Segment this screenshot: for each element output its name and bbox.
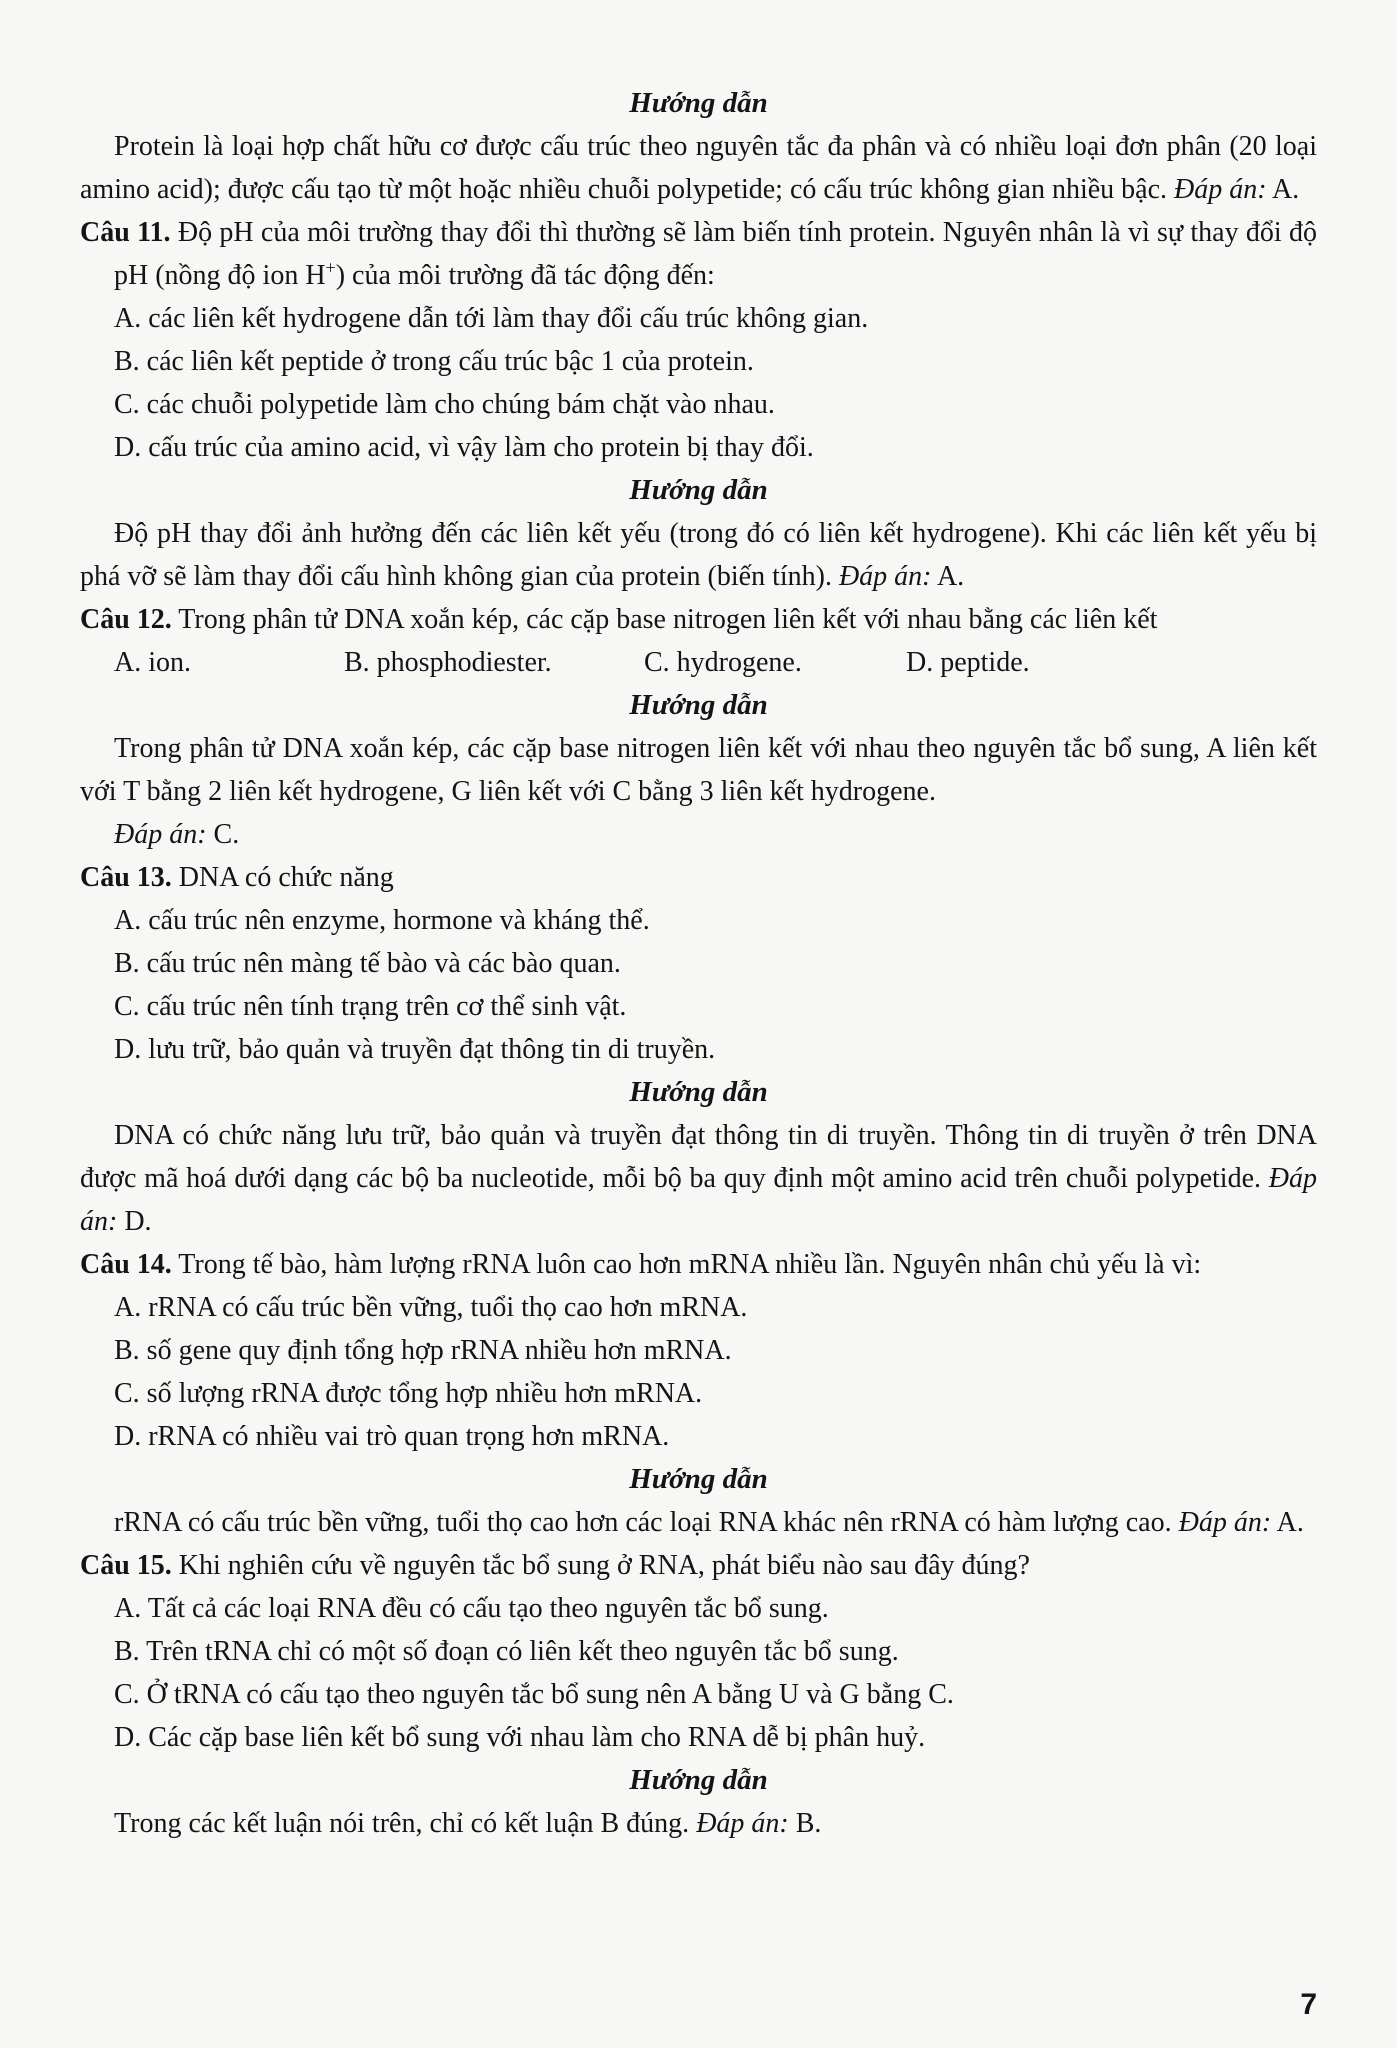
question-number: Câu 13. [80,862,172,893]
option-d: D. rRNA có nhiều vai trò quan trọng hơn mRNA. [114,1421,670,1452]
guide-paragraph [80,1501,1317,1544]
question-11 [80,211,1317,297]
option-b: B. phosphodiester. [344,647,552,678]
options-row [80,641,1317,684]
page-number: 7 [1300,1988,1317,2021]
option-d: D. lưu trữ, bảo quản và truyền đạt thông tin di truyền. [114,1034,716,1065]
option-d: D. cấu trúc của amino acid, vì vậy làm cho protein bị thay đổi. [114,432,814,463]
guide-heading: Hướng dẫn [629,474,768,506]
guide-heading: Hướng dẫn [629,1076,768,1108]
answer-value: A. [1266,174,1300,205]
superscript: + [325,257,336,278]
question-number: Câu 11. [80,217,171,248]
guide-text: Độ pH thay đổi ảnh hưởng đến các liên kết yếu (trong đó có liên kết hydrogene). Khi các liên kết yếu bị phá vỡ sẽ làm thay đổi cấu hình không gian của protein (biến tính). [80,518,1317,592]
option-a: A. Tất cả các loại RNA đều có cấu tạo theo nguyên tắc bổ sung. [114,1593,829,1624]
answer-line [80,813,1317,856]
option-a: A. rRNA có cấu trúc bền vững, tuổi thọ cao hơn mRNA. [114,1292,748,1323]
answer-label: Đáp án: [838,561,932,592]
question-12 [80,598,1317,641]
question-number: Câu 12. [80,604,172,635]
question-15 [80,1544,1317,1587]
question-text: DNA có chức năng [171,862,394,893]
answer-label: Đáp án: [114,819,207,850]
guide-paragraph [80,512,1317,598]
option-d: D. Các cặp base liên kết bổ sung với nhau làm cho RNA dễ bị phân huỷ. [114,1722,926,1753]
option-b: B. cấu trúc nên màng tế bào và các bào quan. [114,948,621,979]
guide-heading: Hướng dẫn [629,87,768,119]
content [80,82,1317,1845]
answer-value: A. [1271,1507,1304,1538]
guide-heading: Hướng dẫn [629,1764,768,1796]
question-text: Trong tế bào, hàm lượng rRNA luôn cao hơn mRNA nhiều lần. Nguyên nhân chủ yếu là vì: [171,1249,1202,1280]
question-text: Độ pH của môi trường thay đổi thì thường sẽ làm biến tính protein. Nguyên nhân là vì sự thay đổi độ pH (nồng độ ion H [114,217,1317,291]
option-c: C. cấu trúc nên tính trạng trên cơ thể sinh vật. [114,991,627,1022]
answer-value: C. [206,819,240,850]
question-number: Câu 14. [80,1249,172,1280]
question-text: Khi nghiên cứu về nguyên tắc bổ sung ở RNA, phát biểu nào sau đây đúng? [171,1550,1030,1581]
question-14 [80,1243,1317,1286]
answer-value: A. [931,561,965,592]
question-text: Trong phân tử DNA xoắn kép, các cặp base nitrogen liên kết với nhau bằng các liên kết [171,604,1158,635]
guide-paragraph [80,1114,1317,1243]
option-a: A. các liên kết hydrogene dẫn tới làm thay đổi cấu trúc không gian. [114,303,869,334]
question-number: Câu 15. [80,1550,172,1581]
option-b: B. Trên tRNA chỉ có một số đoạn có liên kết theo nguyên tắc bổ sung. [114,1636,899,1667]
option-b: B. các liên kết peptide ở trong cấu trúc bậc 1 của protein. [114,346,754,377]
answer-label: Đáp án: [1174,174,1267,205]
question-13 [80,856,1317,899]
guide-paragraph [80,125,1317,211]
guide-text: DNA có chức năng lưu trữ, bảo quản và truyền đạt thông tin di truyền. Thông tin di truyền ở trên DNA được mã hoá dưới dạng các bộ ba nucleotide, mỗi bộ ba quy định một amino acid trên chuỗi polypetide. [80,1120,1317,1194]
guide-paragraph: Trong phân tử DNA xoắn kép, các cặp base nitrogen liên kết với nhau theo nguyên tắc bổ sung, A liên kết với T bằng 2 liên kết hydrogene, G liên kết với C bằng 3 liên kết hydrogene. [80,733,1317,807]
guide-heading: Hướng dẫn [629,689,768,721]
answer-label: Đáp án: [696,1808,789,1839]
guide-heading: Hướng dẫn [629,1463,768,1495]
answer-label: Đáp án: [1178,1507,1272,1538]
option-c: C. Ở tRNA có cấu tạo theo nguyên tắc bổ sung nên A bằng U và G bằng C. [114,1679,954,1710]
guide-text: rRNA có cấu trúc bền vững, tuổi thọ cao hơn các loại RNA khác nên rRNA có hàm lượng cao. [114,1507,1172,1538]
guide-text: Protein là loại hợp chất hữu cơ được cấu trúc theo nguyên tắc đa phân và có nhiều loại đơn phân (20 loại amino acid); được cấu tạo từ một hoặc nhiều chuỗi polypetide; có cấu trúc không gian nhiều bậc. [80,131,1317,205]
question-text-end: ) của môi trường đã tác động đến: [335,260,715,291]
option-c: C. các chuỗi polypetide làm cho chúng bám chặt vào nhau. [114,389,775,420]
option-a: A. ion. [114,647,191,678]
guide-text: Trong các kết luận nói trên, chỉ có kết luận B đúng. [114,1808,690,1839]
option-a: A. cấu trúc nên enzyme, hormone và kháng thể. [114,905,650,936]
guide-paragraph [80,1802,1317,1845]
answer-value: D. [117,1206,152,1237]
option-d: D. peptide. [906,647,1030,678]
option-b: B. số gene quy định tổng hợp rRNA nhiều hơn mRNA. [114,1335,732,1366]
option-c: C. hydrogene. [644,647,802,678]
answer-label: Đáp án: [80,1163,1317,1237]
answer-value: B. [788,1808,822,1839]
option-c: C. số lượng rRNA được tổng hợp nhiều hơn mRNA. [114,1378,703,1409]
